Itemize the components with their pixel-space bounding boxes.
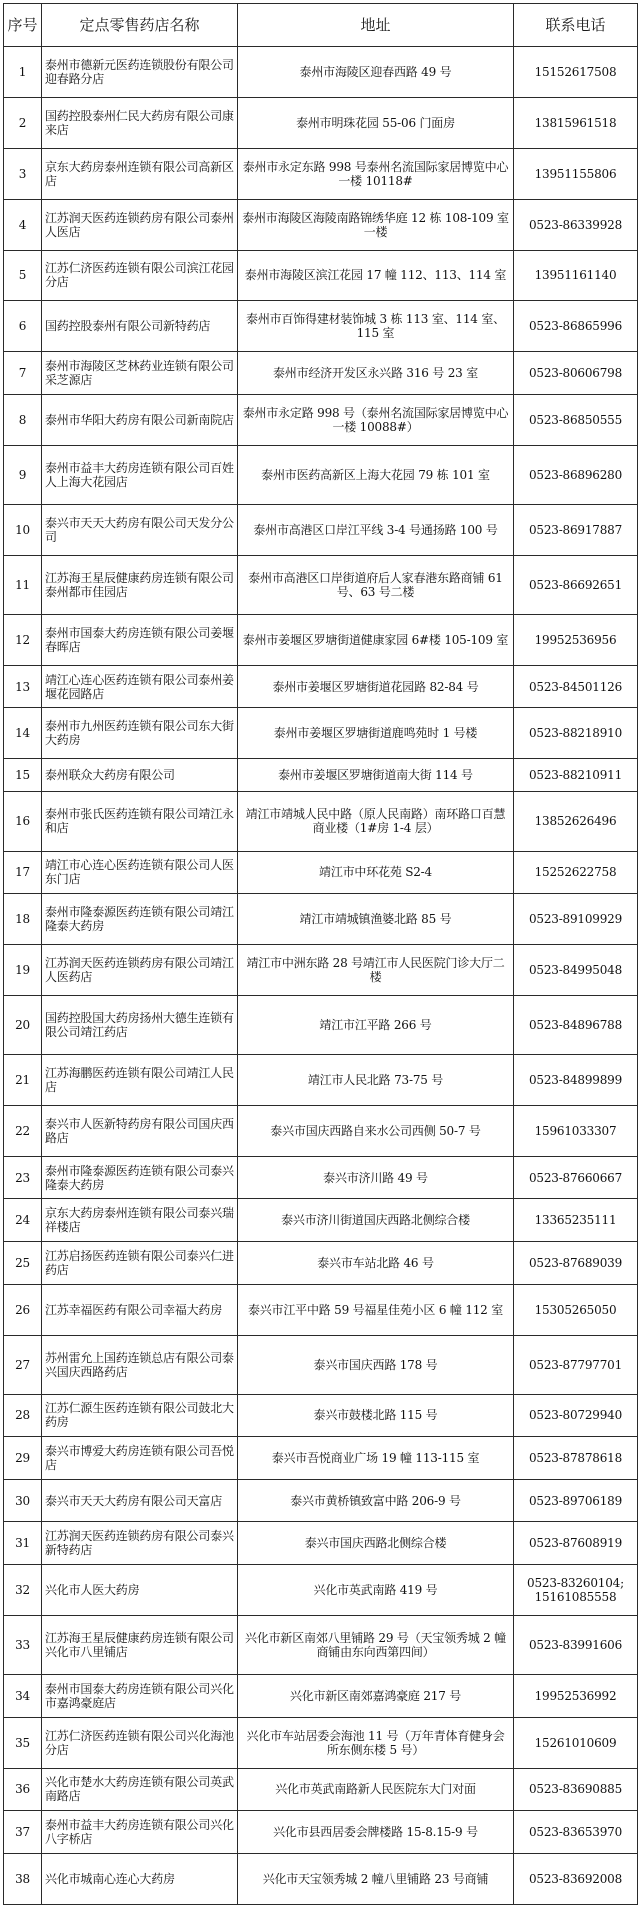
row-number: 8: [4, 394, 42, 445]
pharmacy-name: 泰州市隆泰源医药连锁有限公司泰兴隆泰大药房: [42, 1156, 238, 1199]
row-number: 5: [4, 250, 42, 301]
row-number: 7: [4, 352, 42, 395]
row-number: 19: [4, 945, 42, 996]
pharmacy-address: 兴化市英武南路 419 号: [238, 1565, 514, 1616]
header-phone: 联系电话: [514, 4, 638, 47]
pharmacy-phone: 15261010609: [514, 1717, 638, 1768]
pharmacy-name: 泰兴市天天大药房有限公司天发分公司: [42, 504, 238, 555]
pharmacy-address: 泰州市海陵区海陵南路锦绣华庭 12 栋 108-109 室一楼: [238, 199, 514, 250]
row-number: 16: [4, 792, 42, 851]
pharmacy-phone: 0523-84896788: [514, 995, 638, 1054]
table-row: [4, 1156, 638, 1199]
table-row: [4, 148, 638, 199]
pharmacy-name: 泰州市九州医药连锁有限公司东大街大药房: [42, 708, 238, 759]
pharmacy-name: 江苏幸福医药有限公司幸福大药房: [42, 1284, 238, 1335]
pharmacy-phone: 0523-89706189: [514, 1479, 638, 1522]
pharmacy-phone: 0523-87660667: [514, 1156, 638, 1199]
row-number: 33: [4, 1615, 42, 1674]
pharmacy-address: 泰州市高港区口岸江平线 3-4 号通扬路 100 号: [238, 504, 514, 555]
pharmacy-phone: 13815961518: [514, 97, 638, 148]
row-number: 13: [4, 665, 42, 708]
row-number: 36: [4, 1768, 42, 1811]
header-name: 定点零售药店名称: [42, 4, 238, 47]
table-row: [4, 1768, 638, 1811]
table-row: [4, 199, 638, 250]
pharmacy-address: 泰州市永定路 998 号（泰州名流国际家居博览中心一楼 10088#）: [238, 394, 514, 445]
row-number: 12: [4, 614, 42, 665]
pharmacy-address: 泰兴市吾悦商业广场 19 幢 113-115 室: [238, 1437, 514, 1480]
table-row: [4, 1437, 638, 1480]
table-row: [4, 352, 638, 395]
pharmacy-address: 靖江市人民北路 73-75 号: [238, 1055, 514, 1106]
row-number: 35: [4, 1717, 42, 1768]
table-body: [4, 47, 638, 1905]
pharmacy-phone: 0523-83260104; 15161085558: [514, 1565, 638, 1616]
pharmacy-address: 靖江市江平路 266 号: [238, 995, 514, 1054]
pharmacy-phone: 0523-87608919: [514, 1522, 638, 1565]
pharmacy-address: 泰州市姜堰区罗塘街道花园路 82-84 号: [238, 665, 514, 708]
row-number: 20: [4, 995, 42, 1054]
row-number: 28: [4, 1394, 42, 1437]
table-row: [4, 792, 638, 851]
pharmacy-address: 泰兴市济川街道国庆西路北侧综合楼: [238, 1199, 514, 1242]
pharmacy-phone: 0523-86896280: [514, 445, 638, 504]
row-number: 26: [4, 1284, 42, 1335]
pharmacy-phone: 15305265050: [514, 1284, 638, 1335]
pharmacy-address: 泰州市医药高新区上海大花园 79 栋 101 室: [238, 445, 514, 504]
table-row: [4, 555, 638, 614]
row-number: 22: [4, 1105, 42, 1156]
pharmacy-address: 泰州市海陵区迎春西路 49 号: [238, 47, 514, 98]
pharmacy-name: 泰州市国泰大药房连锁有限公司姜堰春晖店: [42, 614, 238, 665]
pharmacy-table: [3, 3, 638, 1905]
pharmacy-phone: 0523-89109929: [514, 894, 638, 945]
table-row: [4, 1853, 638, 1904]
pharmacy-name: 江苏海鹏医药连锁有限公司靖江人民店: [42, 1055, 238, 1106]
row-number: 14: [4, 708, 42, 759]
pharmacy-name: 泰州市华阳大药房有限公司新南院店: [42, 394, 238, 445]
pharmacy-address: 泰兴市黄桥镇致富中路 206-9 号: [238, 1479, 514, 1522]
table-row: [4, 759, 638, 792]
row-number: 25: [4, 1242, 42, 1285]
pharmacy-address: 兴化市新区南郊嘉鸿豪庭 217 号: [238, 1675, 514, 1718]
pharmacy-name: 江苏启扬医药连锁有限公司泰兴仁进药店: [42, 1242, 238, 1285]
pharmacy-name: 江苏润天医药连锁药房有限公司泰州人医店: [42, 199, 238, 250]
pharmacy-name: 泰州市国泰大药房连锁有限公司兴化市嘉鸿豪庭店: [42, 1675, 238, 1718]
pharmacy-name: 泰州市张氏医药连锁有限公司靖江永和店: [42, 792, 238, 851]
row-number: 4: [4, 199, 42, 250]
table-row: [4, 665, 638, 708]
table-row: [4, 1811, 638, 1854]
row-number: 10: [4, 504, 42, 555]
table-row: [4, 708, 638, 759]
table-row: [4, 1335, 638, 1394]
pharmacy-name: 江苏仁源生医药连锁有限公司鼓北大药房: [42, 1394, 238, 1437]
row-number: 6: [4, 301, 42, 352]
table-row: [4, 394, 638, 445]
table-row: [4, 1199, 638, 1242]
pharmacy-address: 靖江市靖城人民中路（原人民南路）南环路口百慧商业楼（1#房 1-4 层）: [238, 792, 514, 851]
pharmacy-name: 靖江心连心医药连锁有限公司泰州姜堰花园路店: [42, 665, 238, 708]
pharmacy-name: 江苏海王星辰健康药房连锁有限公司兴化市八里铺店: [42, 1615, 238, 1674]
table-row: [4, 1394, 638, 1437]
row-number: 11: [4, 555, 42, 614]
pharmacy-address: 泰兴市江平中路 59 号福星佳苑小区 6 幢 112 室: [238, 1284, 514, 1335]
row-number: 29: [4, 1437, 42, 1480]
pharmacy-name: 泰州市海陵区芝林药业连锁有限公司采芝源店: [42, 352, 238, 395]
row-number: 30: [4, 1479, 42, 1522]
pharmacy-name: 泰州市益丰大药房连锁有限公司百姓人上海大花园店: [42, 445, 238, 504]
pharmacy-address: 泰兴市鼓楼北路 115 号: [238, 1394, 514, 1437]
row-number: 37: [4, 1811, 42, 1854]
pharmacy-phone: 0523-86339928: [514, 199, 638, 250]
pharmacy-phone: 15961033307: [514, 1105, 638, 1156]
pharmacy-address: 靖江市靖城镇渔婆北路 85 号: [238, 894, 514, 945]
table-row: [4, 1284, 638, 1335]
pharmacy-phone: 0523-83653970: [514, 1811, 638, 1854]
pharmacy-phone: 0523-87689039: [514, 1242, 638, 1285]
pharmacy-phone: 0523-84501126: [514, 665, 638, 708]
table-row: [4, 1105, 638, 1156]
pharmacy-name: 江苏仁济医药连锁有限公司兴化海池分店: [42, 1717, 238, 1768]
row-number: 34: [4, 1675, 42, 1718]
pharmacy-name: 京东大药房泰州连锁有限公司泰兴瑞祥楼店: [42, 1199, 238, 1242]
pharmacy-phone: 13951155806: [514, 148, 638, 199]
pharmacy-phone: 15252622758: [514, 851, 638, 894]
pharmacy-address: 泰兴市车站北路 46 号: [238, 1242, 514, 1285]
pharmacy-name: 国药控股国大药房扬州大德生连锁有限公司靖江药店: [42, 995, 238, 1054]
row-number: 32: [4, 1565, 42, 1616]
row-number: 38: [4, 1853, 42, 1904]
pharmacy-phone: 0523-88210911: [514, 759, 638, 792]
table-row: [4, 1479, 638, 1522]
table-row: [4, 1675, 638, 1718]
row-number: 1: [4, 47, 42, 98]
row-number: 9: [4, 445, 42, 504]
row-number: 2: [4, 97, 42, 148]
pharmacy-address: 泰州市永定东路 998 号泰州名流国际家居博览中心一楼 10118#: [238, 148, 514, 199]
pharmacy-name: 江苏润天医药连锁药房有限公司靖江人医药店: [42, 945, 238, 996]
pharmacy-phone: 0523-87797701: [514, 1335, 638, 1394]
table-row: [4, 445, 638, 504]
pharmacy-address: 泰州市百饰得建材装饰城 3 栋 113 室、114 室、115 室: [238, 301, 514, 352]
pharmacy-address: 泰州市高港区口岸街道府后人家春港东路商铺 61 号、63 号二楼: [238, 555, 514, 614]
pharmacy-address: 泰州市明珠花园 55-06 门面房: [238, 97, 514, 148]
table-row: [4, 1615, 638, 1674]
pharmacy-address: 泰州市姜堰区罗塘街道健康家园 6#楼 105-109 室: [238, 614, 514, 665]
pharmacy-phone: 0523-86850555: [514, 394, 638, 445]
pharmacy-address: 泰州市经济开发区永兴路 316 号 23 室: [238, 352, 514, 395]
row-number: 3: [4, 148, 42, 199]
pharmacy-address: 靖江市中洲东路 28 号靖江市人民医院门诊大厅二楼: [238, 945, 514, 996]
pharmacy-name: 兴化市楚水大药房连锁有限公司英武南路店: [42, 1768, 238, 1811]
pharmacy-address: 兴化市新区南郊八里铺路 29 号（天宝领秀城 2 幢商铺由东向西第四间）: [238, 1615, 514, 1674]
pharmacy-address: 兴化市县西居委会牌楼路 15-8.15-9 号: [238, 1811, 514, 1854]
pharmacy-address: 靖江市中环花苑 S2-4: [238, 851, 514, 894]
row-number: 31: [4, 1522, 42, 1565]
pharmacy-phone: 0523-87878618: [514, 1437, 638, 1480]
table-row: [4, 894, 638, 945]
pharmacy-address: 兴化市车站居委会海池 11 号（万年青体育健身会所东侧东楼 5 号）: [238, 1717, 514, 1768]
table-row: [4, 1565, 638, 1616]
pharmacy-address: 泰州市海陵区滨江花园 17 幢 112、113、114 室: [238, 250, 514, 301]
pharmacy-name: 泰州联众大药房有限公司: [42, 759, 238, 792]
pharmacy-name: 兴化市城南心连心大药房: [42, 1853, 238, 1904]
pharmacy-phone: 13365235111: [514, 1199, 638, 1242]
pharmacy-name: 国药控股泰州仁民大药房有限公司康来店: [42, 97, 238, 148]
pharmacy-phone: 0523-88218910: [514, 708, 638, 759]
header-address: 地址: [238, 4, 514, 47]
pharmacy-name: 江苏海王星辰健康药房连锁有限公司泰州都市佳园店: [42, 555, 238, 614]
pharmacy-phone: 0523-84899899: [514, 1055, 638, 1106]
pharmacy-phone: 0523-86917887: [514, 504, 638, 555]
pharmacy-name: 泰兴市博爱大药房连锁有限公司吾悦店: [42, 1437, 238, 1480]
pharmacy-name: 泰兴市天天大药房有限公司天富店: [42, 1479, 238, 1522]
table-row: [4, 301, 638, 352]
pharmacy-phone: 0523-83991606: [514, 1615, 638, 1674]
pharmacy-name: 京东大药房泰州连锁有限公司高新区店: [42, 148, 238, 199]
pharmacy-phone: 0523-80729940: [514, 1394, 638, 1437]
pharmacy-name: 靖江市心连心医药连锁有限公司人医东门店: [42, 851, 238, 894]
pharmacy-address: 泰兴市国庆西路 178 号: [238, 1335, 514, 1394]
table-row: [4, 97, 638, 148]
row-number: 21: [4, 1055, 42, 1106]
table-row: [4, 945, 638, 996]
pharmacy-phone: 13852626496: [514, 792, 638, 851]
pharmacy-address: 泰州市姜堰区罗塘街道鹿鸣苑时 1 号楼: [238, 708, 514, 759]
pharmacy-address: 兴化市天宝领秀城 2 幢八里铺路 23 号商铺: [238, 1853, 514, 1904]
row-number: 27: [4, 1335, 42, 1394]
pharmacy-phone: 0523-80606798: [514, 352, 638, 395]
table-row: [4, 1522, 638, 1565]
pharmacy-phone: 15152617508: [514, 47, 638, 98]
pharmacy-name: 江苏润天医药连锁药房有限公司泰兴新特药店: [42, 1522, 238, 1565]
pharmacy-phone: 0523-83692008: [514, 1853, 638, 1904]
pharmacy-phone: 19952536992: [514, 1675, 638, 1718]
pharmacy-address: 泰州市姜堰区罗塘街道南大街 114 号: [238, 759, 514, 792]
pharmacy-address: 泰兴市济川路 49 号: [238, 1156, 514, 1199]
row-number: 24: [4, 1199, 42, 1242]
row-number: 18: [4, 894, 42, 945]
row-number: 15: [4, 759, 42, 792]
pharmacy-phone: 13951161140: [514, 250, 638, 301]
pharmacy-name: 泰州市隆泰源医药连锁有限公司靖江隆泰大药房: [42, 894, 238, 945]
table-row: [4, 47, 638, 98]
pharmacy-name: 泰兴市人医新特药房有限公司国庆西路店: [42, 1105, 238, 1156]
pharmacy-name: 泰州市益丰大药房连锁有限公司兴化八字桥店: [42, 1811, 238, 1854]
table-row: [4, 1055, 638, 1106]
header-row: [4, 4, 638, 47]
header-no: 序号: [4, 4, 42, 47]
pharmacy-phone: 0523-83690885: [514, 1768, 638, 1811]
table-row: [4, 250, 638, 301]
pharmacy-address: 泰兴市国庆西路北侧综合楼: [238, 1522, 514, 1565]
table-row: [4, 1242, 638, 1285]
pharmacy-name: 江苏仁济医药连锁有限公司滨江花园分店: [42, 250, 238, 301]
pharmacy-phone: 0523-84995048: [514, 945, 638, 996]
table-row: [4, 851, 638, 894]
pharmacy-address: 泰兴市国庆西路自来水公司西侧 50-7 号: [238, 1105, 514, 1156]
pharmacy-phone: 0523-86692651: [514, 555, 638, 614]
pharmacy-name: 泰州市德新元医药连锁股份有限公司迎春路分店: [42, 47, 238, 98]
pharmacy-name: 国药控股泰州有限公司新特药店: [42, 301, 238, 352]
row-number: 17: [4, 851, 42, 894]
pharmacy-phone: 19952536956: [514, 614, 638, 665]
table-row: [4, 614, 638, 665]
pharmacy-name: 兴化市人医大药房: [42, 1565, 238, 1616]
pharmacy-name: 苏州雷允上国药连锁总店有限公司泰兴国庆西路药店: [42, 1335, 238, 1394]
table-row: [4, 504, 638, 555]
table-row: [4, 1717, 638, 1768]
table-row: [4, 995, 638, 1054]
row-number: 23: [4, 1156, 42, 1199]
pharmacy-address: 兴化市英武南路新人民医院东大门对面: [238, 1768, 514, 1811]
pharmacy-phone: 0523-86865996: [514, 301, 638, 352]
